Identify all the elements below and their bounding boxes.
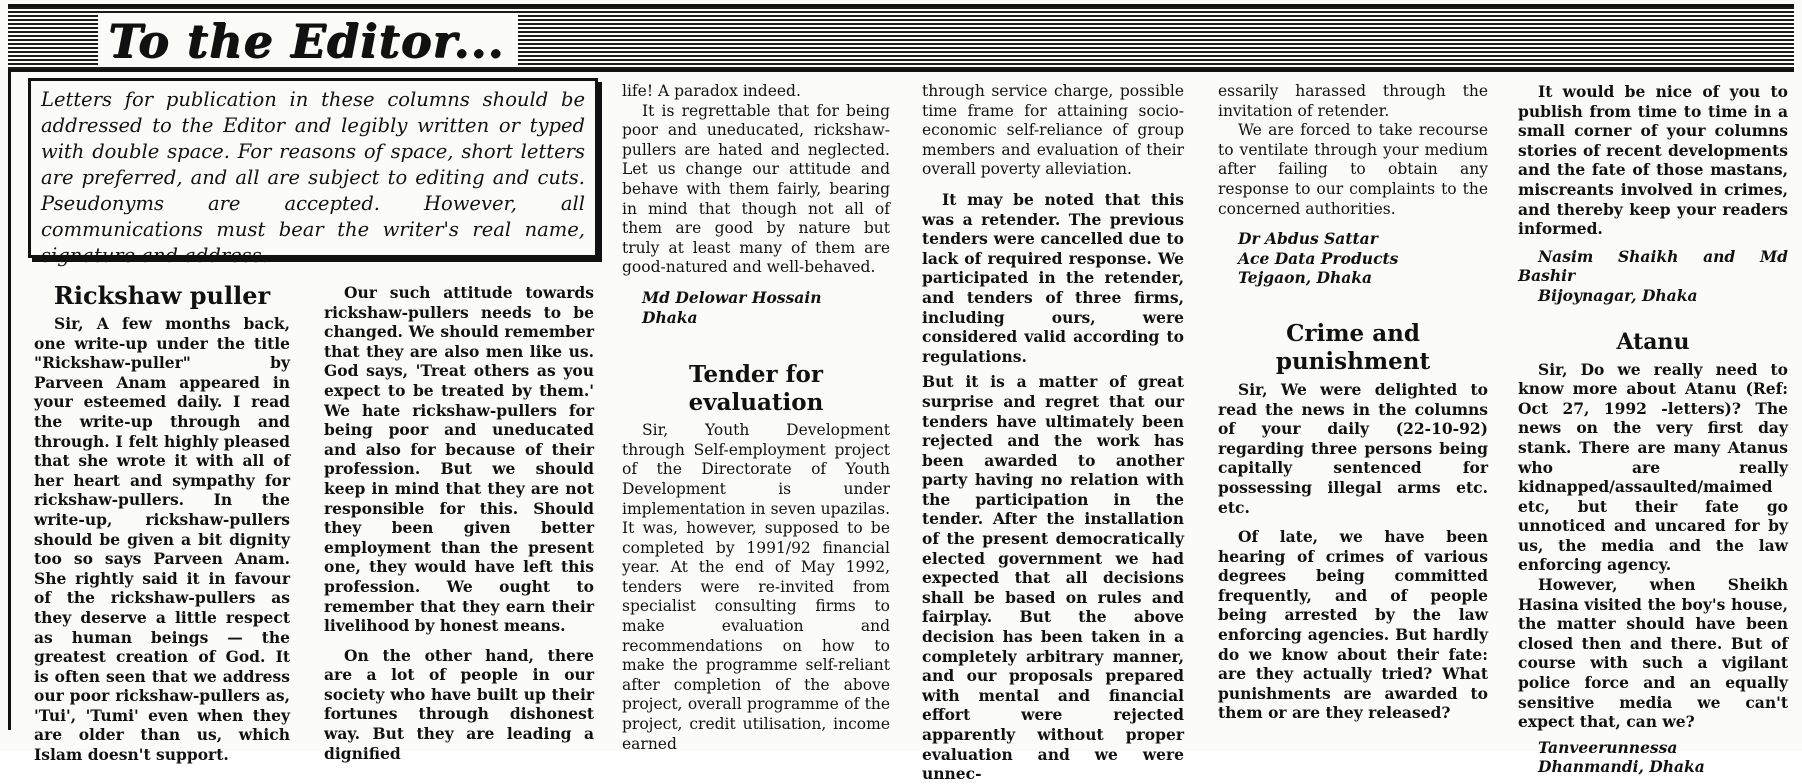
tender-signature-name: Dr Abdus Sattar [1238,229,1378,249]
atanu-signature-name: Tanveerunnessa [1538,737,1678,757]
headline-tender-for-evaluation: Tender for evaluation [688,361,824,417]
column-2 [324,283,594,763]
atanu-paragraph-2: However, when Sheikh Hasina visited the boy's house, the matter should have been closed then and there. But of course with such a vigilant police force and an equally sensitive media we can't expect that, can we? [1518,575,1788,732]
rickshaw-paragraph-3: On the other hand, there are a lot of people in our society who have built up their fortunes through dishonest way. But they are leading a dignified [324,645,594,763]
tender-paragraph-2: It may be noted that this was a retender. The previous tenders were cancelled due to lack of required response. We participated in the retender, and tenders of three firms, including ours, were considered valid according to regulations. [922,189,1184,366]
rickshaw-paragraph-2: Our such attitude towards rickshaw-pullers needs to be changed. We should remember that they are also men like us. God says, 'Treat others as you expect to be treated by them.' We hate rickshaw-pullers for being poor and uneducated and also for because of their profession. But we should keep in mind that they are not responsible for this. Should they been given better employment than the present one, they would have left this profession. We ought to remember that they earn their livelihood by honest means. [324,283,594,636]
tender-paragraph-1: Sir, Youth Development through Self-employment project of the Directorate of Youth Development is under implementation in seven upazilas. It was, however, supposed to be completed by 1991/92 financial year. At the end of May 1992, tenders were re-invited from specialist consulting firms to make evaluation and recommendations on how to make the programme self-reliant after completion of the above project, overall programme of the project, credit utilisation, income earned [622,421,890,753]
headline-atanu: Atanu [1616,328,1690,355]
editor-notice-box [28,78,598,267]
column-3 [622,82,890,754]
atanu-paragraph-1: Sir, Do we really need to know more about Atanu (Ref: Oct 27, 1992 -letters)? The news on the very first day stank. There are many Atanus who are really kidnapped/assaulted/maimed etc, but their fate go unnoticed and uncared for by us, the media and the law enforcing agency. [1518,359,1788,575]
tender-signature-org: Ace Data Products [1238,248,1399,268]
rickshaw-signature-place: Dhaka [642,307,698,327]
section-title: To the Editor... [98,15,518,67]
headline-rickshaw-puller: Rickshaw puller [53,281,271,310]
crime-paragraph-2: Of late, we have been hearing of crimes of various degrees being committed frequently, and of people being arrested by the law enforcing agencies. But hardly do we know about their fate: are they actually tried? What punishments are awarded to them or are they released? [1218,527,1488,723]
tender-paragraph-3-cont: essarily harassed through the invitation of retender. [1218,82,1488,120]
crime-paragraph-1: Sir, We were delighted to read the news in the columns of your daily (22-10-92) regarding three persons being capitally sentenced for possessing illegal arms etc. etc. [1218,379,1488,517]
column-1 [34,278,290,765]
rickshaw-paragraph-3-cont: life! A paradox indeed. [622,82,801,100]
column-6 [1518,82,1788,777]
tender-paragraph-1-cont: through service charge, possible time frame for attaining socio-economic self-reliance of group members and evaluation of their overall poverty alleviation. [922,82,1184,179]
rickshaw-paragraph-1: Sir, A few months back, one write-up under the title "Rickshaw-puller" by Parveen Anam appeared in your esteemed daily. I read the write-up through and through. I felt highly pleased that she wrote it with all of her heart and sympathy for rickshaw-pullers. In the write-up, rickshaw-pullers should be given a bit dignity too so says Parveen Anam. She rightly said it in favour of the rickshaw-pullers as they deserve a little respect as human beings — the greatest creation of God. It is often seen that we address our poor rickshaw-pullers as, 'Tui', 'Tumi' even when they are older than us, which Islam doesn't support. [34,314,290,765]
rickshaw-paragraph-4: It is regrettable that for being poor and uneducated, rickshaw-pullers are hated and neglected. Let us change our attitude and behave with them fairly, bearing in mind that though not all of them are good by nature but truly at least many of them are good-natured and well-behaved. [622,101,890,277]
atanu-signature-place: Dhanmandi, Dhaka [1538,757,1705,777]
tender-paragraph-3: But it is a matter of great surprise and regret that our tenders have ultimately been rejected and the work has been awarded to another party having no relation with the participation in the tender. After the installation of the present democratically elected government we had expected that all decisions shall be based on rules and fairplay. But the above decision has been taken in a completely arbitrary manner, and our proposals prepared with mental and financial effort were rejected apparently without proper evaluation and we were unnec- [922,372,1184,784]
headline-crime-and-punishment: Crime and punishment [1275,319,1431,375]
column-4 [922,82,1184,784]
rickshaw-signature-name: Md Delowar Hossain [642,287,822,307]
tender-signature-place: Tejgaon, Dhaka [1238,268,1373,288]
left-rule [8,70,11,730]
crime-signature-name: Nasim Shaikh and Md Bashir [1518,246,1788,286]
masthead-band [8,4,1794,72]
column-5 [1218,82,1488,723]
crime-paragraph-3: It would be nice of you to publish from time to time in a small corner of your columns stories of recent developments and the fate of those mastans, miscreants involved in crimes, and thereby keep your readers informed. [1518,82,1788,239]
tender-paragraph-4: We are forced to take recourse to ventilate through your medium after failing to obtain any response to our complaints to the concerned authorities. [1218,121,1488,218]
notice-text: Letters for publication in these columns should be addressed to the Editor and legibly written or typed with double space. For reasons of space, short letters are preferred, and all are subject to editing and cuts. Pseudonyms are accepted. However, all communications must bear the writer's real name, signature and address. [41,88,585,267]
crime-signature-place: Bijoynagar, Dhaka [1538,285,1698,305]
